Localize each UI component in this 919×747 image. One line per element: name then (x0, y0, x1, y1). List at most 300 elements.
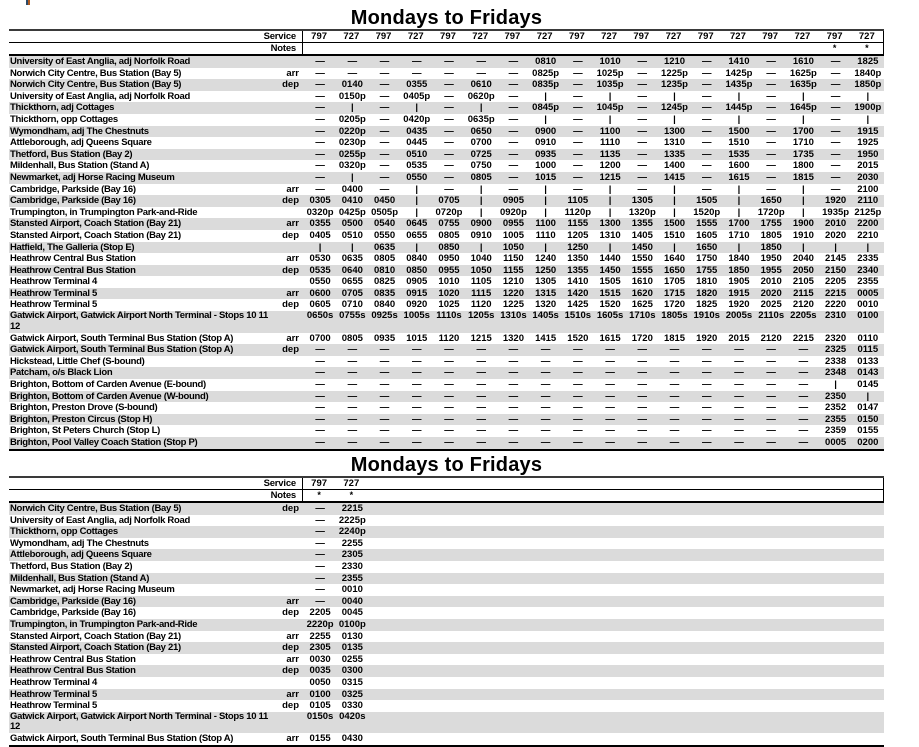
time-cells (304, 700, 884, 712)
no-service-mark: — (734, 436, 744, 448)
no-service-mark: — (379, 413, 390, 425)
no-service-mark: — (573, 183, 583, 195)
time-cell: 2015 (728, 332, 750, 344)
no-service-mark: — (701, 367, 712, 379)
no-service-mark: — (766, 425, 776, 437)
no-service-mark: — (734, 425, 744, 437)
time-cells (304, 561, 884, 573)
no-service-mark: — (412, 402, 422, 414)
no-service-mark: — (734, 367, 744, 379)
timetable-row (9, 218, 884, 230)
note-mark (722, 43, 754, 54)
time-cell: 0845p (532, 102, 560, 114)
no-service-mark: — (637, 367, 648, 379)
time-cell: 0425p (338, 206, 366, 218)
time-cell: 1040 (470, 253, 492, 265)
time-cell: 1755 (696, 264, 718, 276)
time-cell: 0320p (338, 160, 366, 172)
no-service-mark: — (540, 367, 551, 379)
time-cells (304, 379, 884, 391)
arr-dep-label (273, 102, 304, 114)
time-cell: 2200 (857, 218, 879, 230)
time-cells (304, 526, 884, 538)
no-service-mark: — (798, 344, 809, 356)
note-mark: * (865, 43, 869, 53)
no-service-mark: — (444, 425, 454, 437)
pass-through-mark: | (737, 113, 741, 125)
no-service-mark: — (412, 344, 422, 356)
time-cell: 1755 (760, 218, 782, 230)
no-service-mark: — (573, 367, 583, 379)
time-cell: 2338 (825, 355, 847, 367)
service-number: 797 (375, 31, 392, 42)
time-cell: 1825 (696, 299, 718, 311)
time-cells (304, 288, 884, 300)
note-mark (561, 43, 593, 54)
time-cell: 0145 (857, 378, 879, 390)
time-cell: 0255p (338, 148, 366, 160)
no-service-mark: — (669, 390, 680, 402)
no-service-mark: — (766, 367, 776, 379)
pass-through-mark: | (479, 102, 483, 114)
arr-dep-label (273, 391, 304, 403)
pass-through-mark: | (350, 171, 354, 183)
no-service-mark: — (508, 113, 519, 125)
time-cell: 2305 (309, 642, 331, 654)
note-mark (625, 43, 657, 54)
no-service-mark: — (701, 390, 712, 402)
stop-name: Mildenhall, Bus Station (Stand A) (10, 572, 150, 584)
time-cell: 0040 (341, 595, 363, 607)
note-mark (367, 43, 399, 54)
pass-through-mark: | (544, 195, 547, 207)
time-cell: 1015 (406, 332, 428, 344)
no-service-mark: — (347, 56, 358, 67)
time-cell: 1650 (663, 264, 686, 276)
time-cell: 0950 (438, 253, 460, 265)
no-service-mark: — (701, 355, 712, 367)
time-cell: 1900p (854, 102, 882, 114)
time-cell: 0640 (341, 264, 363, 276)
time-cell: 1720p (757, 206, 785, 218)
no-service-mark: — (830, 67, 841, 79)
no-service-mark: — (315, 425, 325, 437)
no-service-mark: — (412, 390, 422, 402)
no-service-mark: — (701, 56, 712, 67)
time-cell: 0540 (373, 218, 396, 230)
time-cell: 0530 (309, 253, 331, 265)
time-cell: 1805 (760, 229, 782, 241)
time-cell: 1310 (663, 137, 686, 149)
service-number: 727 (536, 31, 553, 42)
timetable-row (9, 414, 884, 426)
stop-name: Norwich City Centre, Bus Station (Bay 5) (10, 503, 182, 514)
no-service-mark: — (476, 390, 486, 402)
pass-through-mark: | (802, 90, 805, 102)
no-service-mark: — (734, 378, 744, 390)
timetable-row (9, 503, 884, 515)
time-cells (304, 184, 884, 196)
no-service-mark: — (379, 425, 390, 437)
no-service-mark: — (766, 390, 776, 402)
stop-name: Wymondham, adj The Chestnuts (10, 125, 149, 137)
time-cell: 2225p (338, 514, 366, 526)
time-cells (304, 91, 884, 103)
no-service-mark: — (637, 425, 648, 437)
time-cell: 0005 (825, 436, 847, 448)
no-service-mark: — (508, 148, 519, 160)
time-cell: 1440 (599, 253, 621, 265)
time-cell: 1520p (693, 206, 721, 218)
timetable-row (9, 515, 884, 527)
no-service-mark: — (540, 413, 551, 425)
no-service-mark: — (379, 79, 390, 91)
time-cell: 0935 (535, 148, 557, 160)
note-mark (593, 43, 625, 54)
no-service-mark: — (605, 367, 615, 379)
time-cell: 0405p (403, 90, 431, 102)
stop-name: Gatwick Airport, South Terminal Bus Station (Stop A) (10, 733, 234, 745)
time-cell: 0610 (470, 79, 492, 91)
no-service-mark: — (605, 355, 615, 367)
time-cells (304, 114, 884, 126)
service-number: 727 (730, 31, 746, 42)
no-service-mark: — (379, 390, 390, 402)
pass-through-mark: | (415, 206, 419, 218)
time-cell: 0920p (499, 206, 527, 218)
timetable-row (9, 391, 884, 403)
time-cell: 0510 (406, 148, 428, 160)
pass-through-mark: | (834, 378, 837, 390)
stop-name: Brighton, Bottom of Carden Avenue (E-bound) (10, 378, 206, 390)
stop-name: Cambridge, Parkside (Bay 16) (10, 195, 136, 207)
time-cell: 1155 (503, 264, 524, 276)
arr-dep-label (273, 276, 304, 288)
time-cells (304, 79, 884, 91)
arr-dep-label (273, 549, 304, 561)
time-cell: 0905 (406, 276, 428, 288)
time-cell: 1710 (728, 229, 750, 241)
time-cell: 0445 (406, 137, 428, 149)
stop-name: Attleborough, adj Queens Square (10, 549, 152, 561)
time-cell: 1610 (631, 276, 653, 288)
time-cell: 2120 (792, 299, 814, 311)
time-cell: 0255 (341, 653, 363, 665)
time-cell: 2240p (338, 526, 366, 538)
time-cells (304, 367, 884, 379)
arr-dep-label (273, 367, 304, 379)
service-row (9, 31, 884, 42)
arr-dep-label (273, 242, 304, 254)
time-cell: 1555 (631, 264, 653, 276)
pass-through-mark: | (479, 183, 483, 195)
no-service-mark: — (830, 113, 841, 125)
time-cell: 2120 (760, 332, 782, 344)
no-service-mark: — (315, 378, 325, 390)
no-service-mark: — (701, 137, 712, 149)
no-service-mark: — (379, 344, 390, 356)
arr-dep-label (273, 561, 304, 573)
no-service-mark: — (605, 425, 615, 437)
no-service-mark: — (637, 171, 648, 183)
no-service-mark: — (476, 56, 486, 67)
no-service-mark: — (605, 402, 615, 414)
stop-name: Heathrow Terminal 4 (10, 276, 98, 288)
no-service-mark: — (412, 436, 422, 448)
no-service-mark: — (830, 56, 841, 67)
arr-dep-label: dep (282, 503, 299, 514)
no-service-mark: — (830, 160, 841, 172)
no-service-mark: — (476, 344, 486, 356)
no-service-mark: — (444, 436, 454, 448)
pass-through-mark: | (673, 241, 676, 253)
no-service-mark: — (347, 355, 358, 367)
time-cell: 2040 (792, 253, 814, 265)
time-cell: 1615 (728, 171, 750, 183)
time-cell: 1300 (599, 218, 621, 230)
stop-name: Brighton, Pool Valley Coach Station (Stop P) (10, 436, 198, 448)
time-cell: 0035 (309, 665, 331, 677)
time-cells (304, 654, 884, 666)
timetable-row (9, 712, 884, 734)
no-service-mark: — (444, 183, 454, 195)
no-service-mark: — (701, 148, 712, 160)
stop-name: Heathrow Central Bus Station (10, 665, 136, 677)
arr-dep-label: dep (282, 299, 299, 311)
time-cell: 2005s (725, 310, 753, 322)
no-service-mark: — (476, 67, 486, 79)
no-service-mark: — (669, 378, 680, 390)
stop-name: Hickstead, Little Chef (S-bound) (10, 355, 145, 367)
timetable-row (9, 68, 884, 80)
time-cell: 2100 (857, 183, 879, 195)
time-cell: 1820 (696, 287, 718, 299)
no-service-mark: — (766, 113, 776, 125)
time-cell: 0100 (857, 310, 879, 322)
no-service-mark: — (701, 378, 712, 390)
time-cell: 0130 (341, 630, 363, 642)
stop-name: Newmarket, adj Horse Racing Museum (10, 171, 175, 183)
time-cell: 0600 (309, 287, 331, 299)
time-cell: 1735 (792, 148, 814, 160)
arr-dep-label: dep (282, 344, 299, 356)
time-cell: 0220p (338, 125, 366, 137)
stop-name: Gatwick Airport, Gatwick Airport North Terminal - Stops 10 11 12 (10, 311, 268, 332)
time-cell: 0840 (373, 299, 396, 311)
no-service-mark: — (830, 125, 841, 137)
no-service-mark: — (347, 378, 358, 390)
no-service-mark: — (412, 413, 422, 425)
time-cells (304, 538, 884, 550)
time-cell: 2115 (793, 287, 814, 299)
no-service-mark: — (573, 425, 583, 437)
time-cell: 0835 (373, 287, 396, 299)
service-number: 727 (343, 31, 360, 42)
timetable-row (9, 677, 884, 689)
time-cell: 0435 (406, 125, 428, 137)
no-service-mark: — (508, 67, 519, 79)
time-cells (304, 137, 884, 149)
pass-through-mark: | (802, 183, 805, 195)
time-cell: 2210 (857, 229, 879, 241)
no-service-mark: — (573, 67, 583, 79)
time-cells (304, 677, 884, 689)
no-service-mark: — (701, 79, 712, 91)
time-cell: 0635p (467, 113, 495, 125)
browser-artifact (26, 0, 30, 5)
time-cell: 0535 (406, 160, 428, 172)
no-service-mark: — (379, 378, 390, 390)
no-service-mark: — (444, 344, 454, 356)
time-cell: 1005s (403, 310, 430, 322)
no-service-mark: — (701, 125, 712, 137)
rows (9, 503, 884, 747)
time-cell: 0635 (341, 253, 363, 265)
stop-name: Gatwick Airport, South Terminal Bus Station (Stop A) (10, 344, 234, 356)
time-cell: 1505 (696, 195, 718, 207)
note-mark (464, 43, 496, 54)
no-service-mark: — (701, 67, 712, 79)
time-cell: 0900 (535, 125, 557, 137)
timetable-row (9, 607, 884, 619)
table-title: Mondays to Fridays (350, 7, 543, 29)
time-cell: 2205s (790, 310, 817, 322)
no-service-mark: — (315, 90, 325, 102)
no-service-mark: — (315, 436, 325, 448)
no-service-mark: — (444, 148, 454, 160)
no-service-mark: — (573, 90, 583, 102)
no-service-mark: — (830, 79, 841, 91)
no-service-mark: — (766, 436, 776, 448)
time-cell: 0143 (857, 367, 879, 379)
time-cell: 1240 (535, 253, 557, 265)
time-cell: 1015 (535, 171, 557, 183)
no-service-mark: — (379, 160, 390, 172)
no-service-mark: — (669, 436, 680, 448)
timetable-row (9, 584, 884, 596)
time-cell: 2030 (857, 171, 879, 183)
time-cell: 1700 (792, 125, 814, 137)
no-service-mark: — (637, 413, 648, 425)
time-cell: 1350 (567, 253, 589, 265)
time-cell: 0150s (306, 710, 334, 722)
time-cell: 2215 (792, 332, 814, 344)
no-service-mark: — (573, 160, 583, 172)
arr-dep-label: arr (286, 332, 299, 344)
time-cell: 1315 (535, 287, 557, 299)
no-service-mark: — (573, 79, 583, 91)
time-cell: 0805 (341, 332, 363, 344)
time-cell: 1710 (792, 137, 814, 149)
no-service-mark: — (701, 436, 712, 448)
timetable-row (9, 733, 884, 745)
time-cell: 0955 (502, 218, 524, 230)
time-cell: 2015 (857, 160, 879, 172)
time-cell: 1000 (535, 160, 557, 172)
no-service-mark: — (540, 355, 551, 367)
time-cell: 0150 (857, 413, 879, 425)
time-cell: 1815 (663, 332, 686, 344)
time-cells (304, 425, 884, 437)
arr-dep-label (273, 437, 304, 449)
time-cells (304, 311, 884, 322)
time-cell: 2335 (857, 253, 879, 265)
timetable-row (9, 379, 884, 391)
time-cell: 1925 (857, 137, 879, 149)
no-service-mark: — (379, 102, 390, 114)
service-number: 797 (697, 31, 714, 42)
no-service-mark: — (573, 402, 583, 414)
time-cell: 1120p (564, 206, 592, 218)
time-cell: 1715 (663, 287, 686, 299)
pass-through-mark: | (673, 206, 676, 218)
no-service-mark: — (508, 402, 519, 414)
pass-through-mark: | (737, 195, 741, 207)
time-cell: 2355 (341, 572, 363, 584)
time-cell: 1700 (728, 218, 750, 230)
no-service-mark: — (476, 355, 486, 367)
arr-dep-label: dep (282, 642, 299, 654)
no-service-mark: — (508, 367, 519, 379)
arr-dep-label (273, 515, 304, 527)
time-cell: 2215 (825, 287, 847, 299)
timetable-row (9, 437, 884, 449)
time-cells (304, 607, 884, 619)
no-service-mark: — (766, 125, 776, 137)
no-service-mark: — (508, 137, 519, 149)
time-cell: 1705 (663, 276, 686, 288)
no-service-mark: — (315, 413, 325, 425)
note-mark: * (832, 43, 837, 53)
no-service-mark: — (379, 171, 390, 183)
no-service-mark: — (766, 90, 776, 102)
time-cell: 2255 (341, 537, 363, 549)
pass-through-mark: | (866, 241, 870, 253)
pass-through-mark: | (737, 183, 741, 195)
no-service-mark: — (315, 148, 325, 160)
time-cells (304, 619, 884, 631)
time-cell: 1120 (438, 332, 460, 344)
stop-name: Gatwick Airport, South Terminal Bus Station (Stop A) (10, 332, 234, 344)
no-service-mark: — (347, 67, 358, 79)
no-service-mark: — (766, 413, 776, 425)
time-cell: 1105 (470, 276, 492, 288)
pass-through-mark: | (415, 241, 419, 253)
no-service-mark: — (508, 125, 519, 137)
note-mark (786, 43, 818, 54)
no-service-mark: — (766, 102, 776, 114)
note-mark (303, 43, 335, 54)
time-cell: 1415 (663, 171, 686, 183)
pass-through-mark: | (608, 206, 612, 218)
time-cell: 0825 (373, 276, 396, 288)
time-cells (304, 503, 884, 515)
time-cell: 0810 (535, 56, 557, 67)
no-service-mark: — (508, 390, 519, 402)
time-cell: 1355 (631, 218, 653, 230)
time-cell: 1225 (502, 299, 524, 311)
no-service-mark: — (379, 367, 390, 379)
time-cell: 0147 (857, 402, 879, 414)
time-cell: 1750 (696, 253, 718, 265)
no-service-mark: — (830, 137, 841, 149)
time-cell: 0925s (371, 310, 398, 322)
no-service-mark: — (508, 436, 519, 448)
no-service-mark: — (637, 56, 648, 67)
stop-name: Brighton, Preston Drove (S-bound) (10, 402, 158, 414)
timetable-row (9, 184, 884, 196)
no-service-mark: — (573, 344, 583, 356)
